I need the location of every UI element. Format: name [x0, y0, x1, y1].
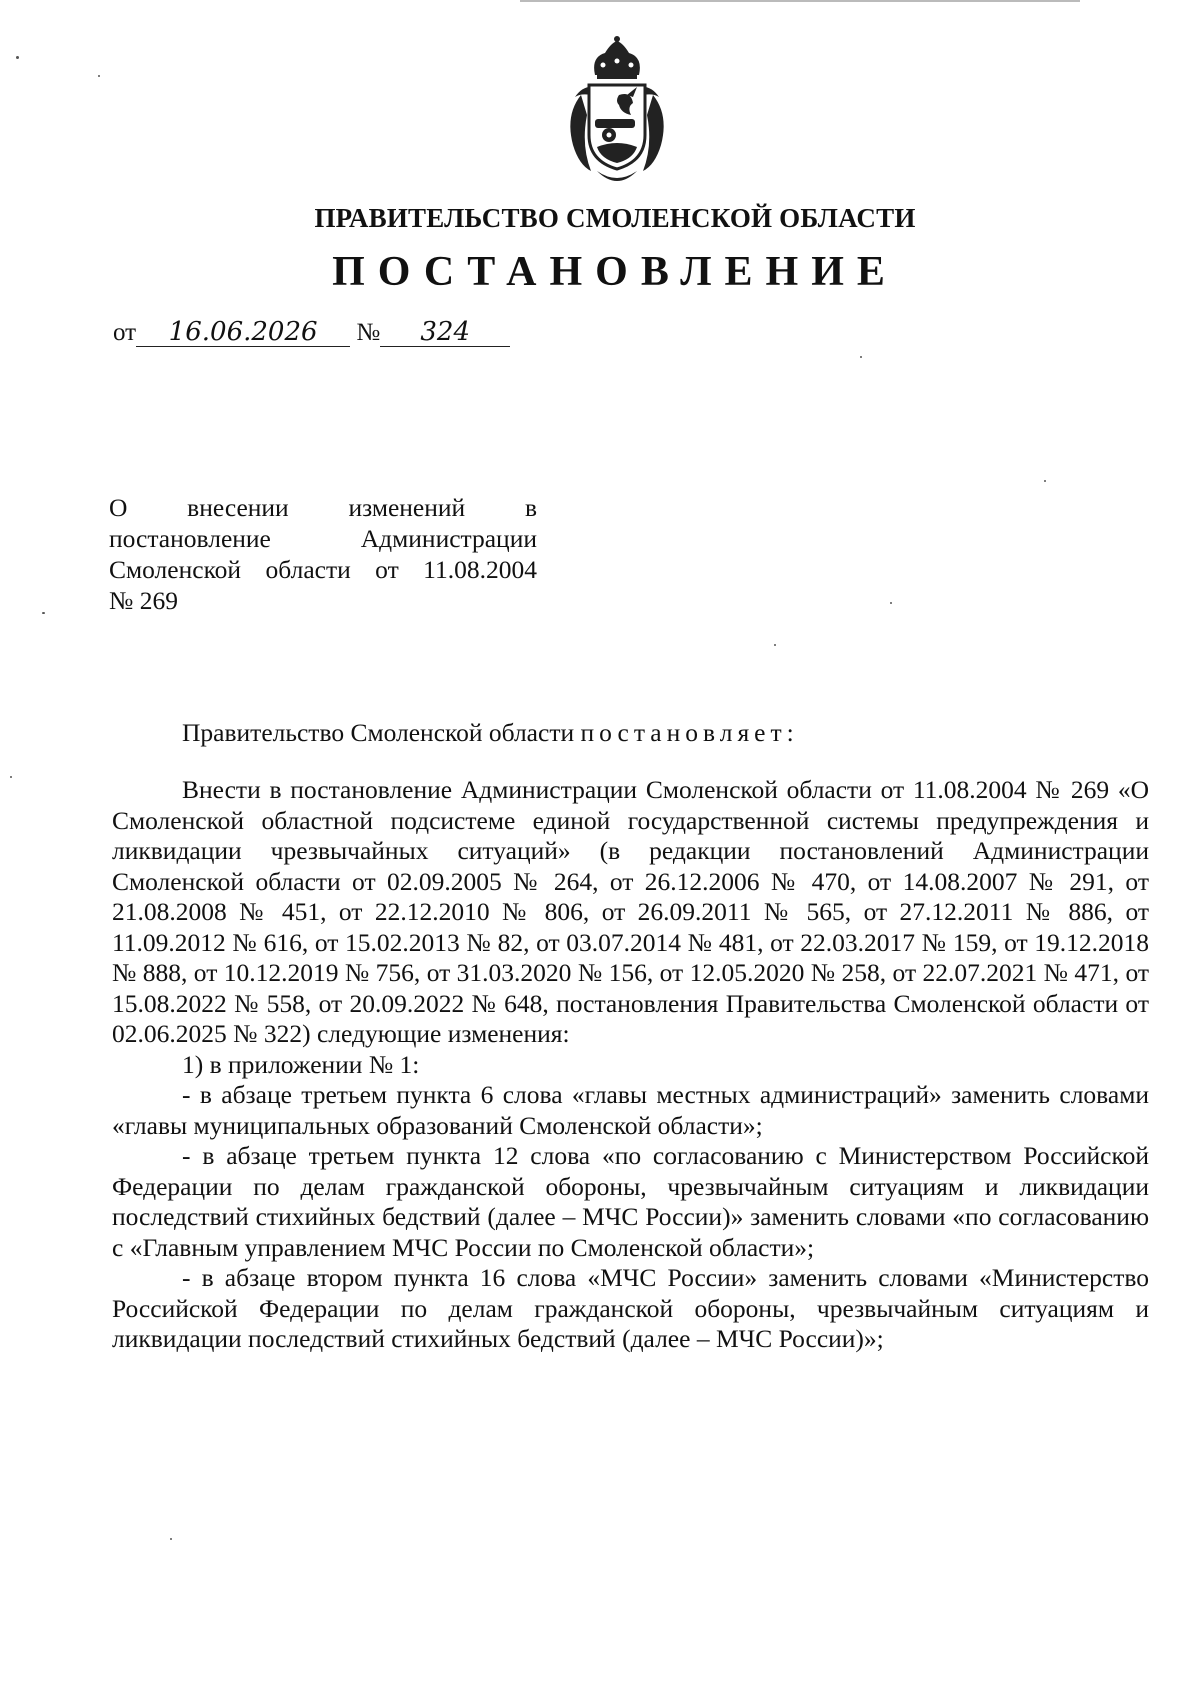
scan-speck — [16, 56, 19, 59]
scan-speck — [170, 1538, 172, 1540]
document-number: 324 — [380, 318, 510, 347]
scan-speck — [860, 356, 862, 358]
preamble-spaced-word: постановляет: — [580, 718, 799, 747]
scan-speck — [98, 75, 100, 77]
scan-speck — [890, 602, 892, 604]
body-subitem: - в абзаце втором пункта 16 слова «МЧС России» заменить словами «Министерство Российской Федерации по делам гражданской обороны, чрезвычайным ситуациям и ликвидации последствий стихийных бедствий (далее – МЧС России)»; — [112, 1263, 1149, 1353]
date-number-line — [113, 318, 510, 347]
body-subitem: - в абзаце третьем пункта 6 слова «главы местных администраций» заменить словами «главы муниципальных образований Смоленской области»; — [112, 1080, 1149, 1140]
document-date: 16.06.2026 — [136, 318, 350, 347]
body-item-1: 1) в приложении № 1: — [182, 1049, 420, 1079]
number-prefix: № — [356, 319, 381, 346]
date-prefix: от — [113, 319, 137, 346]
body-subitem: - в абзаце третьем пункта 12 слова «по согласованию с Министерством Российской Федерации по делам гражданской обороны, чрезвычайным ситуациям и ликвидации последствий стихийных бедствий (далее – МЧС России)» заменить словами «по согласованию с «Главным управлением МЧС России по Смоленской области»; — [112, 1141, 1149, 1262]
document-type-title: ПОСТАНОВЛЕНИЕ — [332, 249, 898, 295]
body-paragraph-main: Внести в постановление Администрации Смоленской области от 11.08.2004 № 269 «О Смоленской областной подсистеме единой государственной системы предупреждения и ликвидации чрезвычайных ситуаций» (в редакции постановлений Администрации Смоленской области от 02.09.2005 № 264, от 26.12.2006 № 470, от 14.08.2007 № 291, от 21.08.2008 № 451, от 22.12.2010 № 806, от 26.09.2011 № 565, от 27.12.2011 № 886, от 11.09.2012 № 616, от 15.02.2013 № 82, от 03.07.2014 № 481, от 22.03.2017 № 159, от 19.12.2018 № 888, от 10.12.2019 № 756, от 31.03.2020 № 156, от 12.05.2020 № 258, от 22.07.2021 № 471, от 15.08.2022 № 558, от 20.09.2022 № 648, постановления Правительства Смоленской области от 02.06.2025 № 322) следующие изменения: — [112, 775, 1149, 1048]
document-subject — [109, 492, 537, 616]
scan-speck — [42, 612, 45, 614]
subject-line: О внесении изменений в — [109, 493, 537, 522]
scan-edge-line — [520, 0, 1080, 2]
scan-speck — [774, 644, 776, 646]
subject-line: Смоленской области от 11.08.2004 — [109, 555, 537, 584]
document-body — [112, 775, 1149, 1355]
preamble-text: Правительство Смоленской области — [182, 718, 575, 747]
preamble — [182, 718, 799, 748]
subject-line: постановление Администрации — [109, 524, 537, 553]
smolensk-coat-of-arms-icon — [561, 35, 673, 185]
scan-speck — [10, 776, 12, 778]
organization-title: ПРАВИТЕЛЬСТВО СМОЛЕНСКОЙ ОБЛАСТИ — [314, 203, 916, 233]
scan-speck — [1044, 480, 1046, 482]
subject-line: № 269 — [109, 586, 178, 615]
